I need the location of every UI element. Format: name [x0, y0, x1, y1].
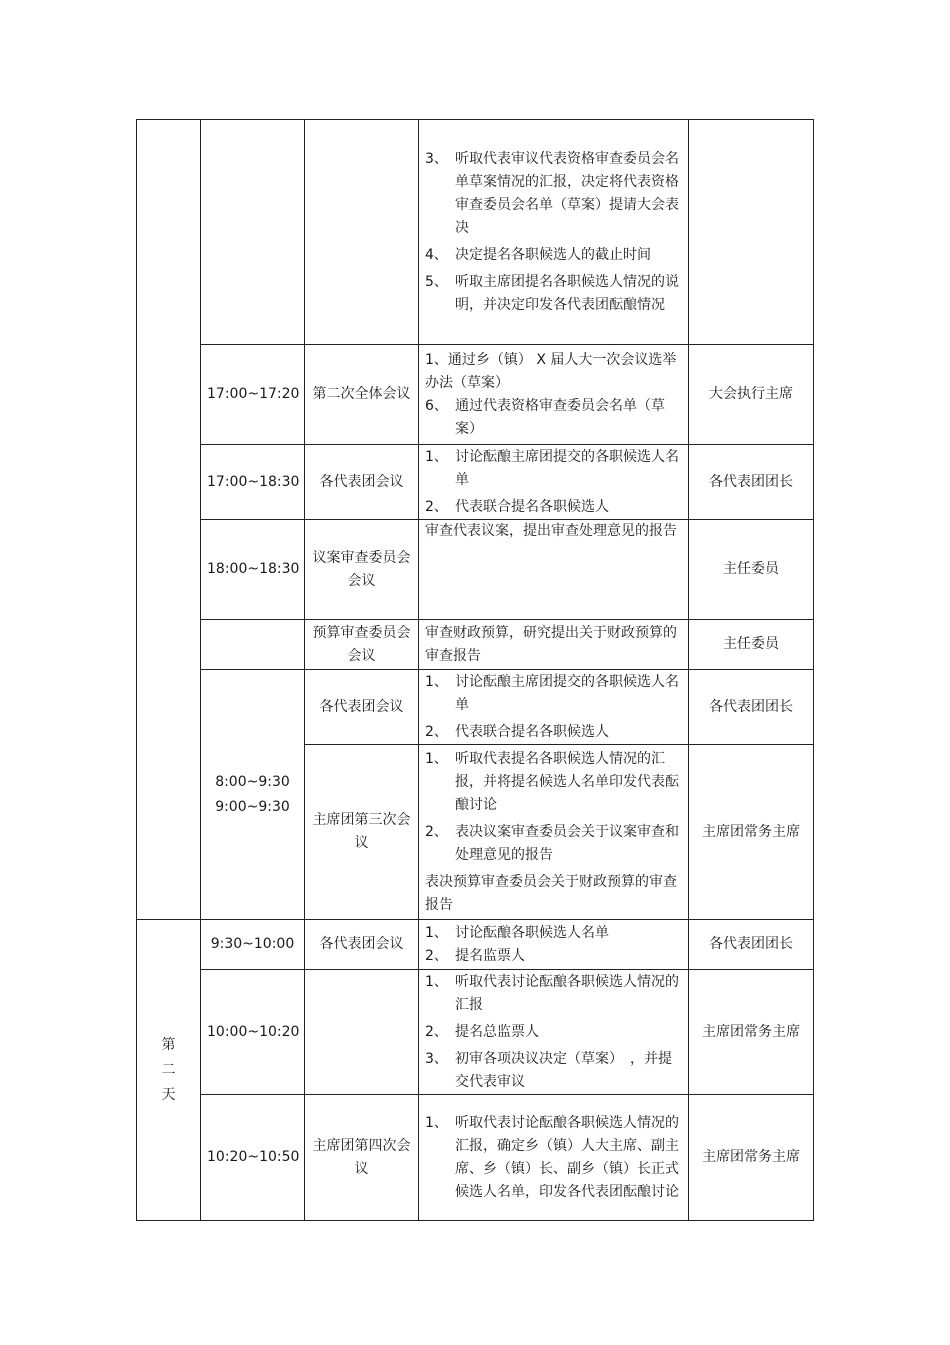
agenda-item: 1、 讨论酝酿主席团提交的各职候选人名单 [425, 448, 679, 488]
table-row [137, 920, 814, 970]
agenda-item: 审查代表议案，提出审查处理意见的报告 [425, 523, 677, 539]
responsible-cell: 主任委员 [689, 620, 814, 670]
agenda-item: 1、 听取代表讨论酝酿各职候选人情况的汇报 [425, 973, 679, 1013]
time-cell: 9:30~10:00 [201, 920, 305, 970]
table-row [137, 120, 814, 345]
agenda-cell [419, 620, 689, 670]
meeting-name-cell: 主席团第三次会议 [305, 745, 419, 920]
time-cell [201, 620, 305, 670]
agenda-item: 表决预算审查委员会关于财政预算的审查报告 [425, 873, 677, 913]
table-row [137, 445, 814, 520]
agenda-item: 1、 听取代表讨论酝酿各职候选人情况的汇报，确定乡（镇）人大主席、副主席、乡（镇）长、副乡（镇）长正式候选人名单，印发各代表团酝酿讨论 [425, 1114, 679, 1200]
responsible-cell: 主席团常务主席 [689, 745, 814, 920]
responsible-cell: 大会执行主席 [689, 345, 814, 445]
table-row [137, 970, 814, 1095]
meeting-name-cell: 各代表团会议 [305, 445, 419, 520]
meeting-name-cell: 各代表团会议 [305, 670, 419, 745]
meeting-schedule-table [136, 119, 814, 1221]
responsible-cell: 主任委员 [689, 520, 814, 620]
time-cell [201, 670, 305, 920]
responsible-cell: 主席团常务主席 [689, 1095, 814, 1221]
day-cell [137, 920, 201, 1221]
agenda-cell [419, 120, 689, 345]
time-cell [201, 120, 305, 345]
meeting-name-cell: 各代表团会议 [305, 920, 419, 970]
responsible-cell: 各代表团团长 [689, 920, 814, 970]
agenda-item: 3、 初审各项决议决定（草案） ，并提交代表审议 [425, 1050, 672, 1090]
time-cell: 10:20~10:50 [201, 1095, 305, 1221]
agenda-item: 1、通过乡（镇） X 届人大一次会议选举办法（草案） [425, 351, 677, 391]
agenda-item: 2、 提名总监票人 [425, 1023, 539, 1040]
day-label: 第二天 [161, 1036, 176, 1103]
day-cell [137, 120, 201, 920]
responsible-cell: 主席团常务主席 [689, 970, 814, 1095]
agenda-item: 4、 决定提名各职候选人的截止时间 [425, 246, 651, 263]
agenda-item: 2、 代表联合提名各职候选人 [425, 723, 609, 740]
time-cell: 17:00~18:30 [201, 445, 305, 520]
agenda-cell [419, 970, 689, 1095]
table-row [137, 670, 814, 745]
agenda-item: 6、 通过代表资格审查委员会名单（草案） [425, 397, 665, 437]
time-cell: 10:00~10:20 [201, 970, 305, 1095]
agenda-cell [419, 745, 689, 920]
table-row [137, 620, 814, 670]
responsible-cell: 各代表团团长 [689, 670, 814, 745]
agenda-item: 2、 代表联合提名各职候选人 [425, 498, 609, 515]
agenda-cell [419, 520, 689, 620]
agenda-cell [419, 345, 689, 445]
table-row [137, 345, 814, 445]
agenda-cell [419, 445, 689, 520]
agenda-item: 审查财政预算，研究提出关于财政预算的审查报告 [425, 624, 677, 664]
meeting-name-cell: 议案审查委员会会议 [305, 520, 419, 620]
meeting-name-cell: 主席团第四次会议 [305, 1095, 419, 1221]
time-cell: 17:00~17:20 [201, 345, 305, 445]
time-line: 9:00~9:30 [215, 798, 290, 815]
meeting-name-cell: 预算审查委员会会议 [305, 620, 419, 670]
agenda-item: 1、 讨论酝酿各职候选人名单 [425, 924, 609, 941]
table-row [137, 520, 814, 620]
agenda-item: 3、 听取代表审议代表资格审查委员会名单草案情况的汇报，决定将代表资格审查委员会名单（草案）提请大会表决 [425, 150, 679, 236]
responsible-cell: 各代表团团长 [689, 445, 814, 520]
meeting-name-cell [305, 120, 419, 345]
agenda-item: 5、 听取主席团提名各职候选人情况的说明，并决定印发各代表团酝酿情况 [425, 273, 679, 313]
agenda-cell [419, 920, 689, 970]
agenda-item: 2、 表决议案审查委员会关于议案审查和处理意见的报告 [425, 823, 679, 863]
agenda-item: 2、 提名监票人 [425, 947, 525, 964]
agenda-cell [419, 670, 689, 745]
meeting-name-cell: 第二次全体会议 [305, 345, 419, 445]
responsible-cell [689, 120, 814, 345]
agenda-item: 1、 讨论酝酿主席团提交的各职候选人名单 [425, 673, 679, 713]
time-cell: 18:00~18:30 [201, 520, 305, 620]
agenda-item: 1、 听取代表提名各职候选人情况的汇报，并将提名候选人名单印发代表酝酿讨论 [425, 750, 679, 813]
time-line: 8:00~9:30 [215, 773, 290, 790]
agenda-cell [419, 1095, 689, 1221]
meeting-name-cell [305, 970, 419, 1095]
table-row [137, 1095, 814, 1221]
